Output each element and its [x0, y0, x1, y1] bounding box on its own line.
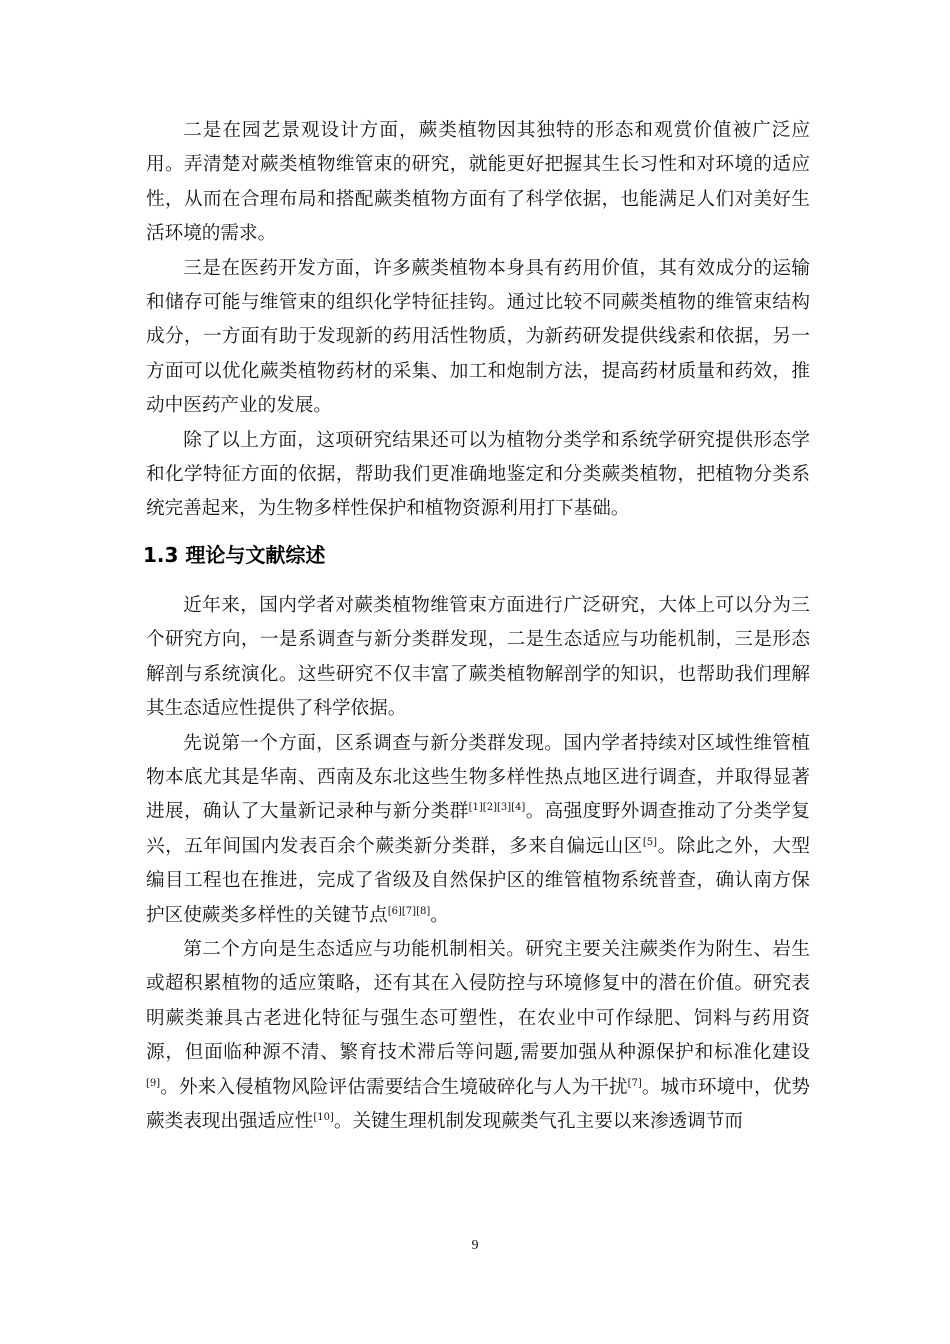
- text-segment: 。城市环境中，优势蕨类表现出强适应性: [146, 1076, 810, 1132]
- citation-ref: [6][7][8]: [387, 905, 431, 917]
- citation-ref: [7]: [627, 1077, 642, 1089]
- section-heading: 1.3 理论与文献综述: [143, 542, 326, 567]
- paragraph-taxonomy: 除了以上方面，这项研究结果还可以为植物分类学和系统学研究提供形态学和化学特征方面的依据，帮助我们更准确地鉴定和分类蕨类植物，把植物分类系统完善起来，为生物多样性保护和植物资源利用打下基础。: [146, 429, 810, 520]
- citation-ref: [1][2][3][4]: [468, 802, 526, 814]
- citation-ref: [5]: [642, 836, 658, 848]
- text-segment: 。关键生理机制发现蕨类气孔主要以来渗透调节而: [333, 1110, 743, 1132]
- text-segment: 。高强度野外调查推动了分类学复兴，五年间国内发表百余个蕨类新分类群，多来自偏远山区: [146, 801, 810, 857]
- text-segment: 。除此之外，大型编目工程也在推进，完成了省级及自然保护区的维管植物系统普查，确认南方保护区使蕨类多样性的关键节点: [146, 835, 810, 926]
- text-segment: 先说第一个方面，区系调查与新分类群发现。国内学者持续对区域性维管植物本底尤其是华南、西南及东北这些生物多样性热点地区进行调查，并取得显著进展，确认了大量新记录种与新分类群: [146, 732, 810, 823]
- paragraph-horticulture: 二是在园艺景观设计方面，蕨类植物因其独特的形态和观赏价值被广泛应用。弄清楚对蕨类植物维管束的研究，就能更好把握其生长习性和对环境的适应性，从而在合理布局和搭配蕨类植物方面有了科学依据，也能满足人们对美好生活环境的需求。: [146, 120, 810, 245]
- citation-ref: [10]: [313, 1111, 334, 1123]
- paragraph-medicine: 三是在医药开发方面，许多蕨类植物本身具有药用价值，其有效成分的运输和储存可能与维管束的组织化学特征挂钩。通过比较不同蕨类植物的维管束结构成分，一方面有助于发现新的药用活性物质，为新药研发提供线索和依据，另一方面可以优化蕨类植物药材的采集、加工和炮制方法，提高药材质量和药效，推动中医药产业的发展。: [146, 257, 810, 417]
- text-segment: 。外来入侵植物风险评估需要结合生境破碎化与人为干扰: [160, 1076, 628, 1098]
- citation-ref: [9]: [146, 1077, 161, 1089]
- text-segment: 第二个方向是生态适应与功能机制相关。研究主要关注蕨类作为附生、岩生或超积累植物的适应策略，还有其在入侵防控与环境修复中的潜在价值。研究表明蕨类兼具古老进化特征与强生态可塑性，在农业中可作绿肥、饲料与药用资源，但面临种源不清、繁育技术滞后等问题,需要加强从种源保护和标准化建设: [146, 938, 810, 1064]
- page-number: 9: [471, 1238, 479, 1253]
- paragraph-flora-survey: [146, 727, 810, 933]
- paragraph-overview: 近年来，国内学者对蕨类植物维管束方面进行广泛研究，大体上可以分为三个研究方向，一是系调查与新分类群发现，二是生态适应与功能机制，三是形态解剖与系统演化。这些研究不仅丰富了蕨类植物解剖学的知识，也帮助我们理解其生态适应性提供了科学依据。: [146, 594, 810, 720]
- paragraph-ecology: [146, 933, 810, 1139]
- page-body: [143, 114, 810, 1139]
- text-segment: 。: [430, 904, 449, 926]
